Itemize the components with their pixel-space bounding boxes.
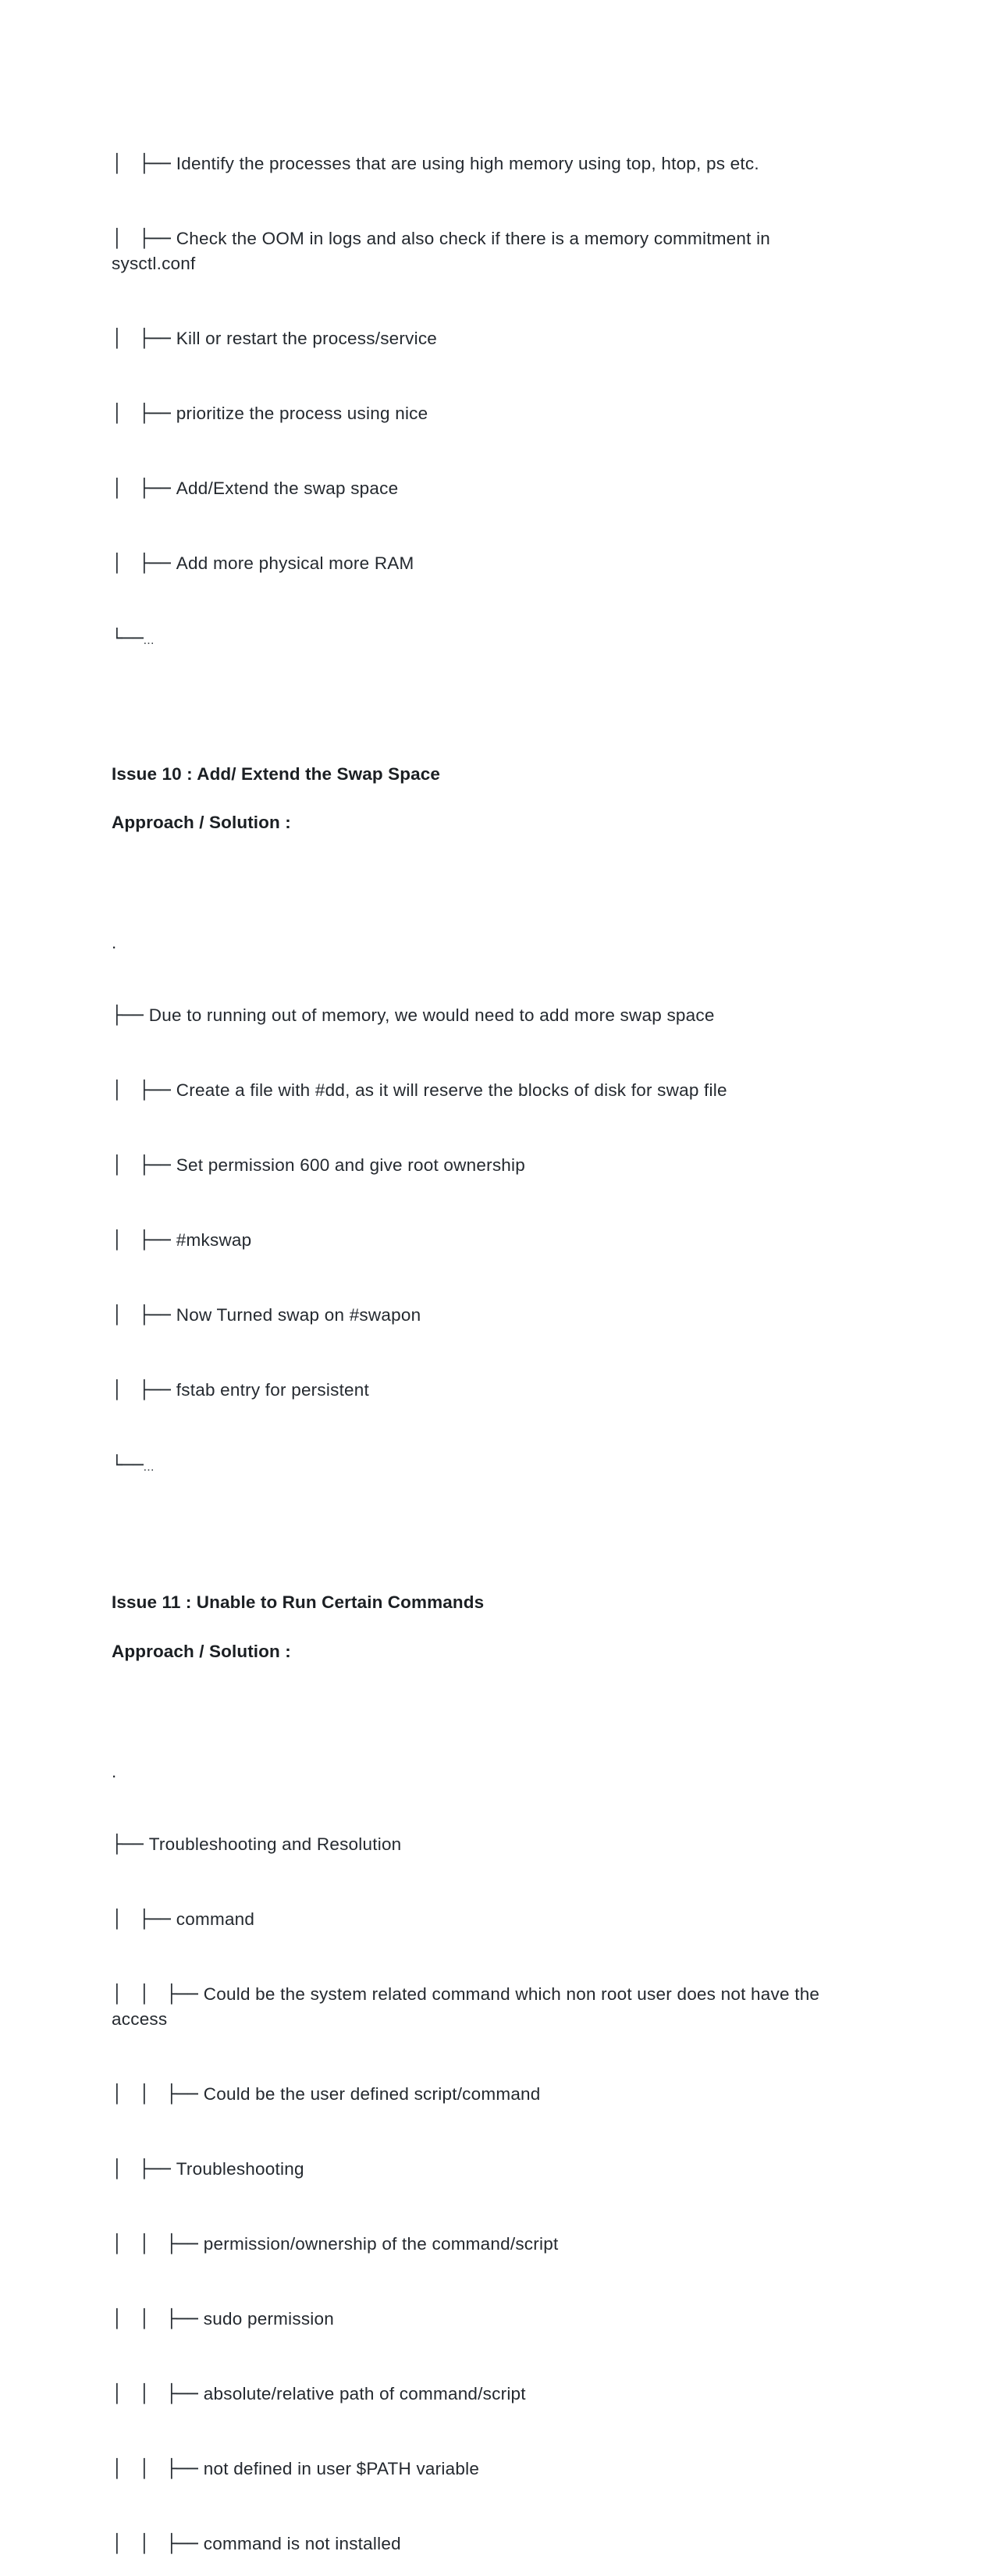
- tree-branch-glyph: │ ├──: [112, 2159, 176, 2179]
- tree-line-text: Add more physical more RAM: [176, 553, 414, 573]
- tree-branch-glyph: │ │ ├──: [112, 2384, 204, 2404]
- issue-11-heading: Issue 11 : Unable to Run Certain Commands: [112, 1592, 485, 1612]
- tree-branch-glyph: │ ├──: [112, 229, 176, 249]
- memory-issue-tree: [112, 101, 837, 703]
- tree-branch-glyph: │ ├──: [112, 1909, 176, 1930]
- tree-branch-glyph: ├──: [112, 1005, 149, 1026]
- tree-line-text: absolute/relative path of command/script: [203, 2384, 526, 2403]
- tree-line: [112, 1832, 837, 1857]
- tree-line-text: Kill or restart the process/service: [176, 329, 438, 348]
- tree-branch-glyph: │ ├──: [112, 154, 176, 174]
- tree-branch-glyph: │ ├──: [112, 1380, 176, 1400]
- tree-branch-glyph: │ │ ├──: [112, 2534, 204, 2554]
- tree-line: [112, 1078, 837, 1103]
- tree-branch-glyph: │ │ ├──: [112, 2309, 204, 2329]
- tree-branch-glyph: │ ├──: [112, 404, 176, 424]
- tree-line: [112, 2082, 837, 2107]
- tree-line-text: sudo permission: [203, 2309, 334, 2329]
- spacer: [112, 786, 837, 811]
- tree-line-text: permission/ownership of the command/script: [203, 2234, 559, 2254]
- tree-line: [112, 2457, 837, 2482]
- tree-branch-glyph: │ │ ├──: [112, 2084, 204, 2105]
- tree-line: [112, 401, 837, 426]
- tree-line: [112, 2382, 837, 2407]
- tree-line: [112, 2157, 837, 2182]
- tree-branch-glyph: │ │ ├──: [112, 2459, 204, 2479]
- tree-branch-glyph: │ │ ├──: [112, 2234, 204, 2254]
- document-body: [112, 101, 837, 2576]
- tree-branch-glyph: │ ├──: [112, 1155, 176, 1176]
- tree-branch-glyph: │ ├──: [112, 1305, 176, 1325]
- tree-line-text: command is not installed: [203, 2534, 401, 2553]
- spacer: [112, 1663, 837, 1712]
- spacer: [112, 1530, 837, 1591]
- swap-space-tree: [112, 883, 837, 1530]
- tree-line: [112, 1982, 837, 2032]
- spacer: [112, 834, 837, 883]
- tree-branch-glyph: │ ├──: [112, 1230, 176, 1251]
- tree-line: [112, 2532, 837, 2556]
- tree-line-text: Could be the system related command which non root user does not have the access: [112, 1984, 825, 2029]
- tree-line: [112, 551, 837, 576]
- tree-line: [112, 2307, 837, 2332]
- tree-line-text: Check the OOM in logs and also check if there is a memory commitment in sysctl.conf: [112, 229, 776, 273]
- tree-line: [112, 151, 837, 176]
- tree-line: [112, 2232, 837, 2257]
- tree-line: [112, 1003, 837, 1028]
- tree-line-text: command: [176, 1909, 255, 1929]
- tree-line-text: Troubleshooting: [176, 2159, 304, 2179]
- tree-line-text: not defined in user $PATH variable: [203, 2459, 480, 2478]
- tree-line-text: #mkswap: [176, 1230, 252, 1250]
- tree-line-text: Identify the processes that are using high memory using top, htop, ps etc.: [176, 154, 759, 173]
- tree-line-text: Due to running out of memory, we would need to add more swap space: [148, 1005, 715, 1025]
- tree-line-text: Troubleshooting and Resolution: [148, 1834, 402, 1854]
- tree-line-text: Add/Extend the swap space: [176, 479, 399, 498]
- spacer: [112, 1614, 837, 1640]
- tree-line-text: Create a file with #dd, as it will reserve the blocks of disk for swap file: [176, 1080, 727, 1100]
- tree-line-text: Now Turned swap on #swapon: [176, 1305, 421, 1325]
- spacer: [112, 703, 837, 763]
- tree-branch-glyph: ├──: [112, 1834, 149, 1855]
- tree-terminator: [112, 1453, 837, 1480]
- tree-line: [112, 1228, 837, 1253]
- tree-line: [112, 1907, 837, 1932]
- tree-line: [112, 476, 837, 501]
- tree-line: [112, 226, 837, 276]
- tree-branch-glyph: │ ├──: [112, 479, 176, 499]
- tree-ellipsis: ...: [143, 1461, 155, 1474]
- tree-end-branch-glyph: └──: [112, 1455, 144, 1475]
- tree-line: [112, 326, 837, 351]
- unable-to-run-commands-tree: [112, 1712, 837, 2576]
- tree-branch-glyph: │ ├──: [112, 1080, 176, 1101]
- tree-branch-glyph: │ ├──: [112, 329, 176, 349]
- tree-line-text: Could be the user defined script/command: [203, 2084, 541, 2104]
- tree-line-text: fstab entry for persistent: [176, 1380, 370, 1400]
- tree-line: [112, 1153, 837, 1178]
- approach-solution-heading-10: Approach / Solution :: [112, 813, 291, 832]
- tree-line: [112, 1303, 837, 1328]
- tree-end-branch-glyph: └──: [112, 628, 144, 649]
- tree-branch-glyph: │ ├──: [112, 553, 176, 574]
- tree-branch-glyph: │ │ ├──: [112, 1984, 204, 2005]
- tree-terminator: [112, 626, 837, 653]
- approach-solution-heading-11: Approach / Solution :: [112, 1642, 291, 1661]
- tree-line-text: Set permission 600 and give root ownership: [176, 1155, 525, 1175]
- tree-root-dot: .: [112, 933, 117, 952]
- tree-ellipsis: ...: [143, 634, 155, 647]
- tree-line-text: prioritize the process using nice: [176, 404, 428, 423]
- tree-root-dot: .: [112, 1762, 117, 1781]
- issue-10-heading: Issue 10 : Add/ Extend the Swap Space: [112, 764, 440, 784]
- tree-line: [112, 1378, 837, 1403]
